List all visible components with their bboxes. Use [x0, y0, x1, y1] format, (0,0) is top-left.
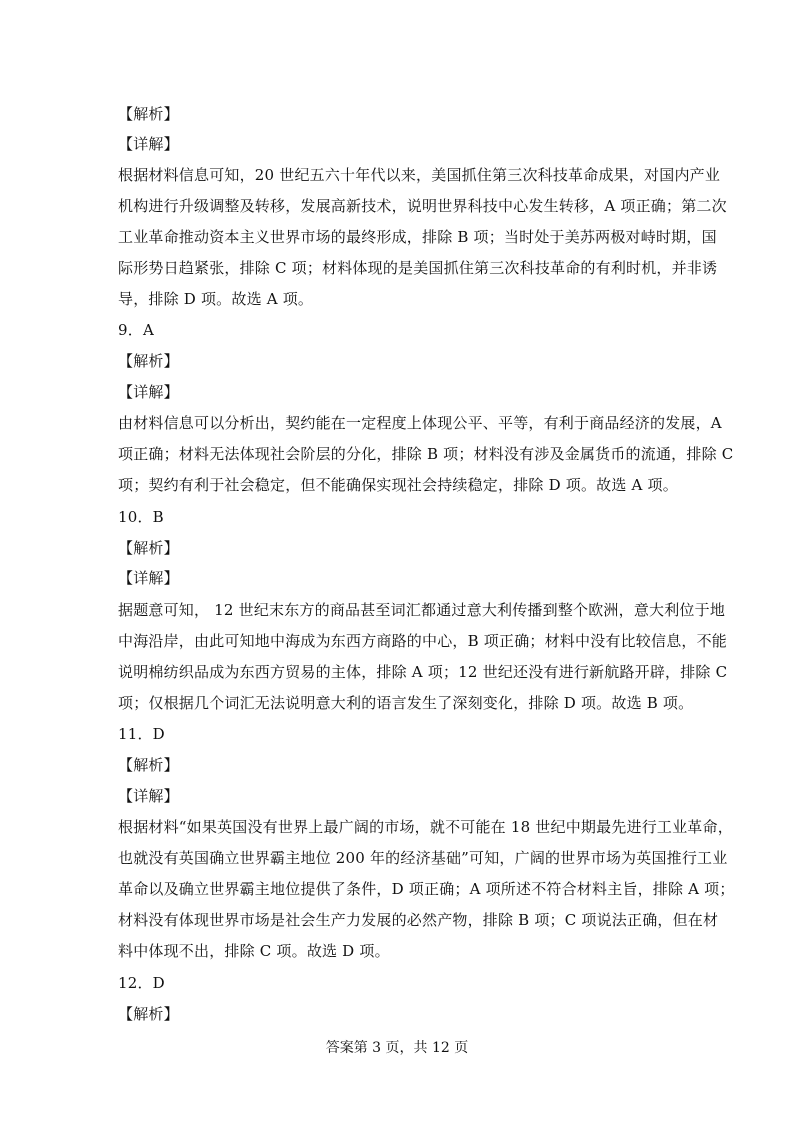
q9-explanation-line: 由材料信息可以分析出，契约能在一定程度上体现公平、平等，有利于商品经济的发展，A: [118, 414, 722, 432]
q10-explanation-line: 项；仅根据几个词汇无法说明意大利的语言发生了深刻变化，排除 D 项。故选 B 项。: [118, 694, 694, 712]
q11-detail-label: 【详解】: [118, 787, 179, 805]
q9-detail-label: 【详解】: [118, 383, 179, 401]
q9-answer: 9．A: [118, 321, 154, 339]
q8-explanation-line: 导，排除 D 项。故选 A 项。: [118, 290, 314, 308]
page-footer: 答案第 3 页，共 12 页: [325, 1040, 469, 1056]
q8-explanation-line: 际形势日趋紧张，排除 C 项；材料体现的是美国抓住第三次科技革命的有利时机，并非诱: [118, 259, 718, 277]
q12-answer: 12．D: [118, 974, 165, 992]
q11-explanation-line: 料中体现不出，排除 C 项。故选 D 项。: [118, 942, 390, 960]
q8-analysis-label: 【解析】: [118, 105, 179, 123]
q11-answer: 11．D: [118, 725, 165, 743]
q11-explanation-line: 材料没有体现世界市场是社会生产力发展的必然产物，排除 B 项；C 项说法正确，但在材: [118, 911, 719, 929]
q11-explanation-line: 也就没有英国确立世界霸主地位 200 年的经济基础”可知，广阔的世界市场为英国推行工业: [118, 849, 728, 867]
q9-analysis-label: 【解析】: [118, 352, 179, 370]
q10-explanation-line: 中海沿岸，由此可知地中海成为东西方商路的中心，B 项正确；材料中没有比较信息，不能: [118, 632, 727, 650]
q11-explanation-line: 革命以及确立世界霸主地位提供了条件，D 项正确；A 项所述不符合材料主旨，排除 A 项；: [118, 880, 735, 898]
q10-detail-label: 【详解】: [118, 569, 179, 587]
q10-answer: 10．B: [118, 508, 164, 526]
q10-analysis-label: 【解析】: [118, 539, 179, 557]
q10-explanation-line: 说明棉纺织品成为东西方贸易的主体，排除 A 项；12 世纪还没有进行新航路开辟，排除 C: [118, 663, 728, 681]
q9-explanation-line: 项正确；材料无法体现社会阶层的分化，排除 B 项；材料没有涉及金属货币的流通，排除 C: [118, 445, 734, 463]
q8-detail-label: 【详解】: [118, 135, 179, 153]
q9-explanation-line: 项；契约有利于社会稳定，但不能确保实现社会持续稳定，排除 D 项。故选 A 项。: [118, 476, 678, 494]
q10-explanation-line: 据题意可知， 12 世纪末东方的商品甚至词汇都通过意大利传播到整个欧洲，意大利位于地: [118, 601, 726, 619]
q12-analysis-label: 【解析】: [118, 1005, 179, 1023]
q8-explanation-line: 机构进行升级调整及转移，发展高新技术，说明世界科技中心发生转移，A 项正确；第二次: [118, 197, 727, 215]
q8-explanation-line: 根据材料信息可知，20 世纪五六十年代以来，美国抓住第三次科技革命成果，对国内产业: [118, 166, 721, 184]
q11-analysis-label: 【解析】: [118, 756, 179, 774]
q8-explanation-line: 工业革命推动资本主义世界市场的最终形成，排除 B 项；当时处于美苏两极对峙时期，国: [118, 228, 717, 246]
q11-explanation-line: 根据材料“如果英国没有世界上最广阔的市场，就不可能在 18 世纪中期最先进行工业革命，: [118, 818, 733, 836]
